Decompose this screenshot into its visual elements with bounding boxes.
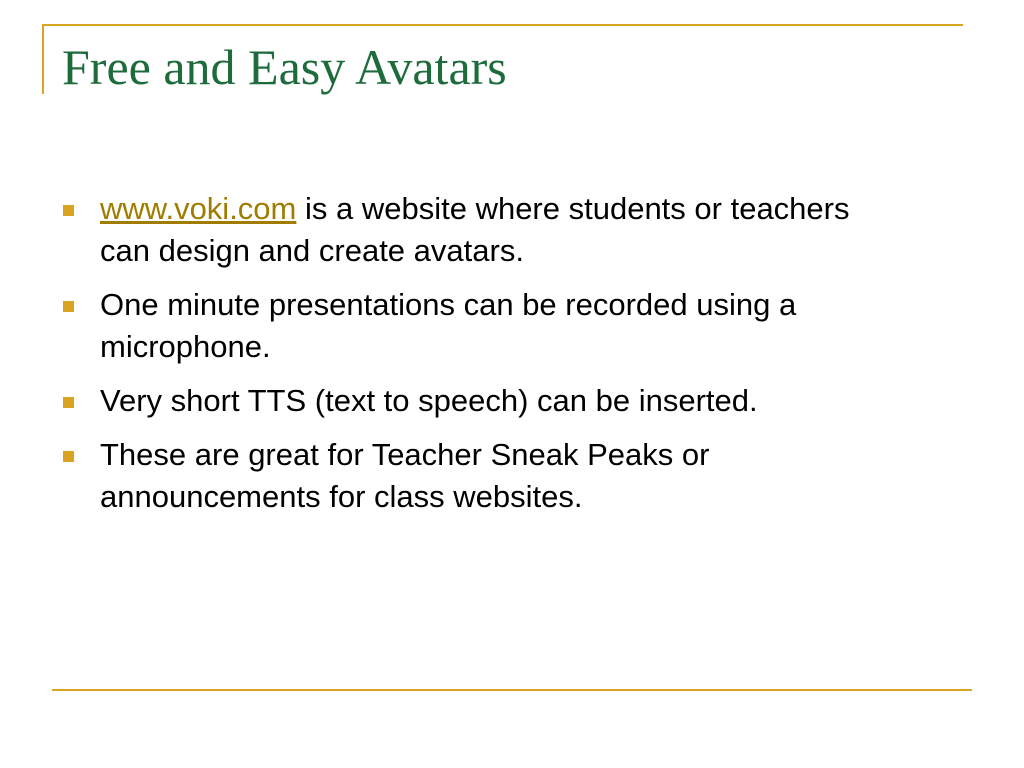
bullet-list bbox=[100, 188, 880, 530]
slide-title: Free and Easy Avatars bbox=[62, 39, 507, 95]
bullet-item bbox=[100, 380, 880, 422]
bullet-text: These are great for Teacher Sneak Peaks or announcements for class websites. bbox=[100, 437, 710, 514]
bullet-item bbox=[100, 188, 880, 272]
square-bullet-icon bbox=[63, 205, 74, 216]
square-bullet-icon bbox=[63, 451, 74, 462]
top-rule bbox=[42, 24, 963, 26]
left-rule bbox=[42, 24, 44, 94]
voki-link[interactable]: www.voki.com bbox=[100, 191, 297, 226]
bullet-item bbox=[100, 434, 880, 518]
bullet-item bbox=[100, 284, 880, 368]
square-bullet-icon bbox=[63, 397, 74, 408]
bullet-text: Very short TTS (text to speech) can be inserted. bbox=[100, 383, 758, 418]
bullet-text: is a website where students or teachers can design and create avatars. bbox=[100, 191, 850, 268]
bottom-rule bbox=[52, 689, 972, 691]
bullet-text: One minute presentations can be recorded using a microphone. bbox=[100, 287, 797, 364]
square-bullet-icon bbox=[63, 301, 74, 312]
